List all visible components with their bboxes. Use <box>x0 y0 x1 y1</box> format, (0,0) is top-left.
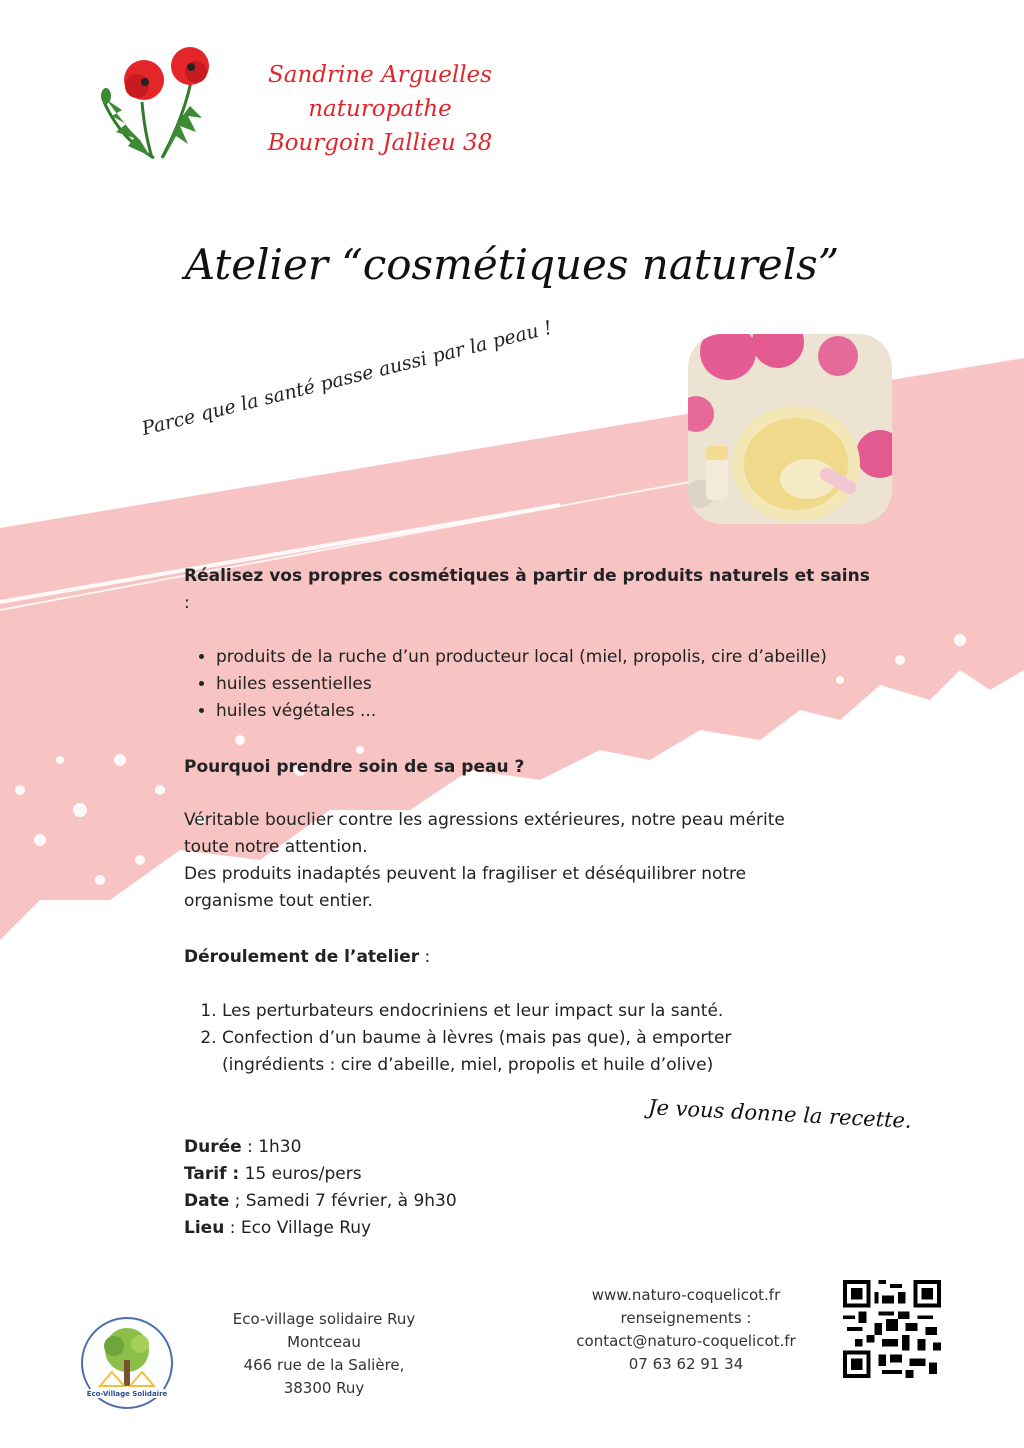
detail-value: 1h30 <box>258 1137 302 1157</box>
practitioner-header <box>250 58 510 160</box>
detail-value: Samedi 7 février, à 9h30 <box>245 1191 457 1211</box>
footer-address <box>214 1308 434 1400</box>
tagline: Parce que la santé passe aussi par la peau ! <box>139 316 555 440</box>
ingredient-list <box>184 644 884 725</box>
detail-date <box>184 1188 884 1215</box>
practitioner-location: Bourgoin Jallieu 38 <box>267 130 493 156</box>
detail-label: Durée <box>184 1137 242 1157</box>
program-heading-suffix: : <box>419 947 431 967</box>
list-item: • huiles végétales ... <box>216 698 884 725</box>
intro-heading: Réalisez vos propres cosmétiques à partir de produits naturels et sains <box>184 566 870 586</box>
practitioner-title: naturopathe <box>308 96 452 122</box>
recipe-note: Je vous donne la recette. <box>647 1095 913 1133</box>
detail-sep: : <box>241 1137 259 1157</box>
list-item: 1. Les perturbateurs endocriniens et leur impact sur la santé. <box>222 998 774 1025</box>
program-list <box>184 998 774 1079</box>
detail-value: 15 euros/pers <box>244 1164 362 1184</box>
poppy-illustration <box>92 40 212 164</box>
detail-sep: ; <box>229 1191 246 1211</box>
website-link[interactable]: www.naturo-coquelicot.fr <box>591 1286 781 1304</box>
practitioner-name: Sandrine Arguelles <box>268 62 492 88</box>
eco-village-logo <box>80 1316 174 1410</box>
footer-contact <box>548 1284 824 1376</box>
event-details <box>184 1134 884 1242</box>
address-line: 466 rue de la Salière, <box>243 1356 405 1374</box>
why-text <box>184 807 824 915</box>
page-title: Atelier “cosmétiques naturels” <box>184 240 840 289</box>
detail-value: Eco Village Ruy <box>240 1218 372 1238</box>
why-heading: Pourquoi prendre soin de sa peau ? <box>184 757 525 777</box>
detail-sep: : <box>224 1218 241 1238</box>
detail-label: Lieu <box>184 1218 225 1238</box>
list-item: • huiles essentielles <box>216 671 884 698</box>
email-link[interactable]: contact@naturo-coquelicot.fr <box>576 1332 796 1350</box>
why-paragraph: Véritable bouclier contre les agressions extérieures, notre peau mérite toute notre attention. <box>184 810 785 857</box>
why-paragraph: Des produits inadaptés peuvent la fragiliser et déséquilibrer notre organisme tout entier. <box>184 864 747 911</box>
detail-location <box>184 1215 884 1242</box>
phone-number[interactable]: 07 63 62 91 34 <box>628 1355 744 1373</box>
list-item: • produits de la ruche d’un producteur local (miel, propolis, cire d’abeille) <box>216 644 884 671</box>
address-line: Montceau <box>287 1333 361 1351</box>
eco-logo-text: Eco-Village Solidaire <box>86 1390 168 1398</box>
intro-section <box>184 563 884 617</box>
detail-price <box>184 1161 884 1188</box>
address-line: 38300 Ruy <box>283 1379 365 1397</box>
detail-label: Date <box>184 1191 230 1211</box>
program-heading <box>184 944 884 971</box>
detail-duration <box>184 1134 884 1161</box>
cosmetics-photo <box>688 334 892 524</box>
intro-colon: : <box>184 593 190 613</box>
detail-label: Tarif : <box>184 1164 240 1184</box>
list-item: 2. Confection d’un baume à lèvres (mais pas que), à emporter (ingrédients : cire d’abeille, miel, propolis et huile d’olive) <box>222 1025 774 1079</box>
qr-code[interactable] <box>843 1280 941 1378</box>
address-line: Eco-village solidaire Ruy <box>232 1310 416 1328</box>
contact-label: renseignements : <box>620 1309 752 1327</box>
program-heading-label: Déroulement de l’atelier <box>184 947 420 967</box>
